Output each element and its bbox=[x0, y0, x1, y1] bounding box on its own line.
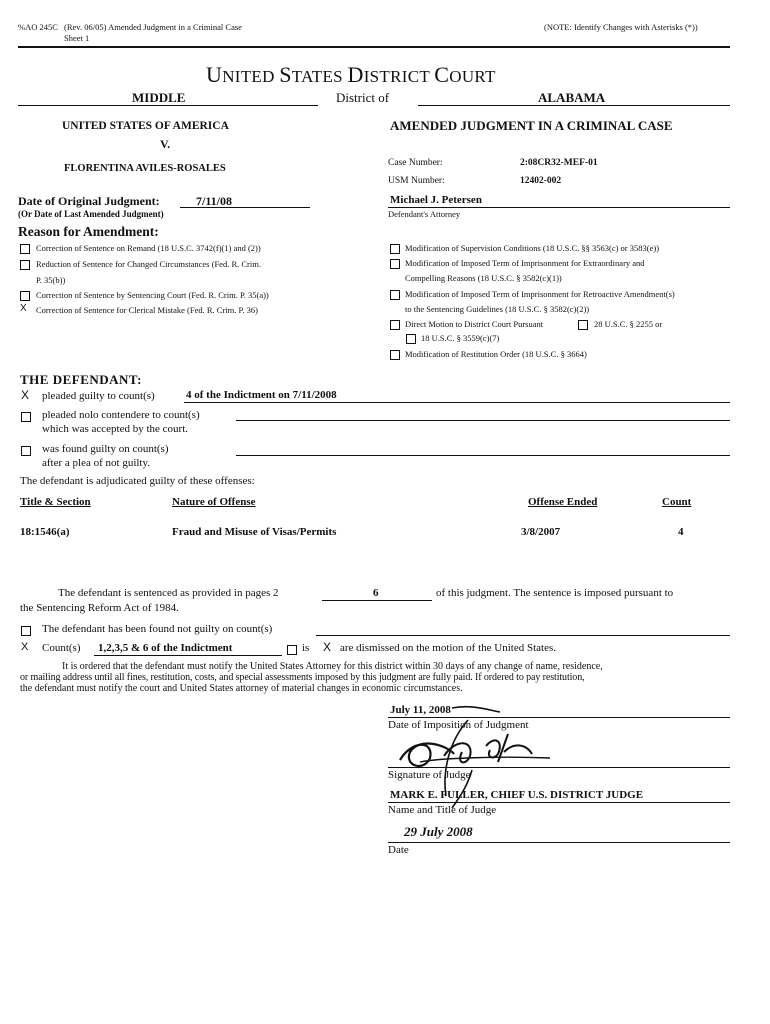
sentence-pages: 6 bbox=[373, 587, 379, 599]
nolo-label-cont: which was accepted by the court. bbox=[42, 423, 188, 435]
signature-line bbox=[388, 767, 730, 768]
header-rule bbox=[18, 46, 730, 48]
original-judgment-label: Date of Original Judgment: bbox=[18, 194, 160, 208]
pleaded-guilty-label: pleaded guilty to count(s) bbox=[42, 390, 155, 402]
found-guilty-label-cont: after a plea of not guilty. bbox=[42, 457, 151, 469]
are-x-mark[interactable]: X bbox=[323, 640, 332, 654]
amendment-heading: Reason for Amendment: bbox=[18, 224, 159, 239]
reason-remand: Correction of Sentence on Remand (18 U.S.C. 3742(f)(1) and (2)) bbox=[36, 243, 261, 253]
counts-line bbox=[94, 655, 282, 656]
reason-3559: 18 U.S.C. § 3559(c)(7) bbox=[421, 333, 500, 343]
sheet-number: Sheet 1 bbox=[64, 33, 90, 43]
nolo-label: pleaded nolo contendere to count(s) bbox=[42, 409, 200, 421]
col-title-section: Title & Section bbox=[20, 496, 91, 508]
offense-ended: 3/8/2007 bbox=[521, 526, 561, 538]
checkbox-2255[interactable] bbox=[578, 320, 588, 330]
checkbox-sentencing-court[interactable] bbox=[20, 291, 30, 301]
date-line bbox=[388, 842, 730, 843]
pleaded-guilty-x-mark[interactable]: X bbox=[21, 388, 30, 402]
counts-label: Count(s) bbox=[42, 642, 81, 654]
reason-supervision: Modification of Supervision Conditions (18 U.S.C. §§ 3563(c) or 3583(e)) bbox=[405, 243, 660, 253]
offense-count: 4 bbox=[678, 526, 684, 538]
date-label: Date bbox=[388, 844, 409, 856]
reason-direct-motion: Direct Motion to District Court Pursuant bbox=[405, 319, 544, 329]
form-revision: (Rev. 06/05) Amended Judgment in a Criminal Case bbox=[64, 22, 242, 32]
col-nature: Nature of Offense bbox=[172, 496, 256, 508]
reason-extraordinary-cont: Compelling Reasons (18 U.S.C. § 3582(c)(1)) bbox=[405, 273, 562, 283]
sentence-text-a: The defendant is sentenced as provided in pages 2 bbox=[58, 587, 279, 599]
not-guilty-line bbox=[316, 635, 730, 636]
last-amended-label: (Or Date of Last Amended Judgment) bbox=[18, 209, 164, 219]
pleaded-guilty-value: 4 of the Indictment on 7/11/2008 bbox=[186, 389, 337, 401]
imposition-label: Date of Imposition of Judgment bbox=[388, 719, 529, 731]
form-id: %AO 245C bbox=[18, 22, 58, 32]
checkbox-found-guilty[interactable] bbox=[21, 446, 31, 456]
is-label: is bbox=[302, 642, 310, 654]
district-line bbox=[18, 105, 318, 106]
district-of-label: District of bbox=[336, 90, 390, 105]
clerical-x-mark[interactable]: X bbox=[20, 303, 27, 314]
reason-sentencing-court: Correction of Sentence by Sentencing Court (Fed. R. Crim. P. 35(a)) bbox=[36, 290, 269, 300]
reason-extraordinary: Modification of Imposed Term of Imprisonment for Extraordinary and bbox=[405, 258, 645, 268]
checkbox-remand[interactable] bbox=[20, 244, 30, 254]
signed-date-handwritten: 29 July 2008 bbox=[404, 824, 473, 839]
col-count: Count bbox=[662, 496, 692, 508]
are-label: are dismissed on the motion of the United States. bbox=[340, 642, 556, 654]
usm-label: USM Number: bbox=[388, 176, 445, 186]
case-number-label: Case Number: bbox=[388, 158, 443, 168]
judge-name-line bbox=[388, 802, 730, 803]
document-title: AMENDED JUDGMENT IN A CRIMINAL CASE bbox=[390, 118, 673, 133]
checkbox-restitution[interactable] bbox=[390, 350, 400, 360]
signature-label: Signature of Judge bbox=[388, 769, 471, 781]
reason-retroactive-cont: to the Sentencing Guidelines (18 U.S.C. § 3582(c)(2)) bbox=[405, 304, 590, 314]
checkbox-is[interactable] bbox=[287, 645, 297, 655]
imposition-date: July 11, 2008 bbox=[390, 704, 451, 716]
versus: V. bbox=[160, 137, 171, 151]
checkbox-not-guilty[interactable] bbox=[21, 626, 31, 636]
usm-number: 12402-002 bbox=[520, 176, 562, 186]
offense-nature: Fraud and Misuse of Visas/Permits bbox=[172, 526, 337, 538]
reason-clerical: Correction of Sentence for Clerical Mistake (Fed. R. Crim. P. 36) bbox=[36, 305, 258, 315]
defendant-name: FLORENTINA AVILES-ROSALES bbox=[64, 163, 226, 174]
counts-value: 1,2,3,5 & 6 of the Indictment bbox=[98, 642, 233, 654]
district-name: MIDDLE bbox=[132, 90, 186, 105]
reason-reduction: Reduction of Sentence for Changed Circumstances (Fed. R. Crim. bbox=[36, 259, 261, 269]
found-guilty-label: was found guilty on count(s) bbox=[42, 443, 169, 455]
not-guilty-label: The defendant has been found not guilty on count(s) bbox=[42, 623, 273, 635]
checkbox-direct-motion[interactable] bbox=[390, 320, 400, 330]
attorney-line bbox=[388, 207, 730, 208]
checkbox-retroactive[interactable] bbox=[390, 290, 400, 300]
plaintiff: UNITED STATES OF AMERICA bbox=[62, 120, 229, 132]
pleaded-guilty-line bbox=[184, 402, 730, 403]
notice-line-2: or mailing address until all fines, restitution, costs, and special assessments imposed by this judgment are fully paid. If ordered to pay restitution, bbox=[20, 672, 585, 683]
sentence-text-c: the Sentencing Reform Act of 1984. bbox=[20, 602, 179, 614]
court-title: UNITED STATES DISTRICT COURT bbox=[206, 62, 496, 87]
reason-retroactive: Modification of Imposed Term of Imprisonment for Retroactive Amendment(s) bbox=[405, 289, 675, 299]
offense-section: 18:1546(a) bbox=[20, 526, 70, 538]
nolo-line bbox=[236, 420, 730, 421]
notice-line-1: It is ordered that the defendant must notify the United States Attorney for this district within 30 days of any change of name, residence, bbox=[62, 661, 603, 672]
checkbox-nolo[interactable] bbox=[21, 412, 31, 422]
pages-line bbox=[322, 600, 432, 601]
notice-line-3: the defendant must notify the court and United States attorney of material changes in economic circumstances. bbox=[20, 683, 463, 694]
state-name: ALABAMA bbox=[538, 90, 606, 105]
checkbox-supervision[interactable] bbox=[390, 244, 400, 254]
reason-reduction-cont: P. 35(b)) bbox=[36, 275, 66, 285]
attorney-label: Defendant's Attorney bbox=[388, 209, 461, 219]
adjudicated-text: The defendant is adjudicated guilty of these offenses: bbox=[20, 475, 255, 487]
name-title-label: Name and Title of Judge bbox=[388, 804, 497, 816]
checkbox-3559[interactable] bbox=[406, 334, 416, 344]
defendant-heading: THE DEFENDANT: bbox=[20, 372, 142, 387]
reason-restitution: Modification of Restitution Order (18 U.S.C. § 3664) bbox=[405, 349, 587, 359]
found-guilty-line bbox=[236, 455, 730, 456]
col-offense-ended: Offense Ended bbox=[528, 496, 598, 508]
case-number: 2:08CR32-MEF-01 bbox=[520, 158, 598, 168]
attorney-name: Michael J. Petersen bbox=[390, 194, 482, 206]
checkbox-reduction[interactable] bbox=[20, 260, 30, 270]
original-judgment-line bbox=[180, 207, 310, 208]
counts-x-mark[interactable]: X bbox=[21, 641, 29, 653]
asterisk-note: (NOTE: Identify Changes with Asterisks (*)) bbox=[544, 22, 698, 32]
original-judgment-date: 7/11/08 bbox=[196, 194, 233, 208]
checkbox-extraordinary[interactable] bbox=[390, 259, 400, 269]
judge-name: MARK E. FULLER, CHIEF U.S. DISTRICT JUDGE bbox=[390, 789, 644, 801]
state-line bbox=[418, 105, 730, 106]
reason-2255: 28 U.S.C. § 2255 or bbox=[594, 319, 663, 329]
sentence-text-b: of this judgment. The sentence is imposed pursuant to bbox=[436, 587, 674, 599]
